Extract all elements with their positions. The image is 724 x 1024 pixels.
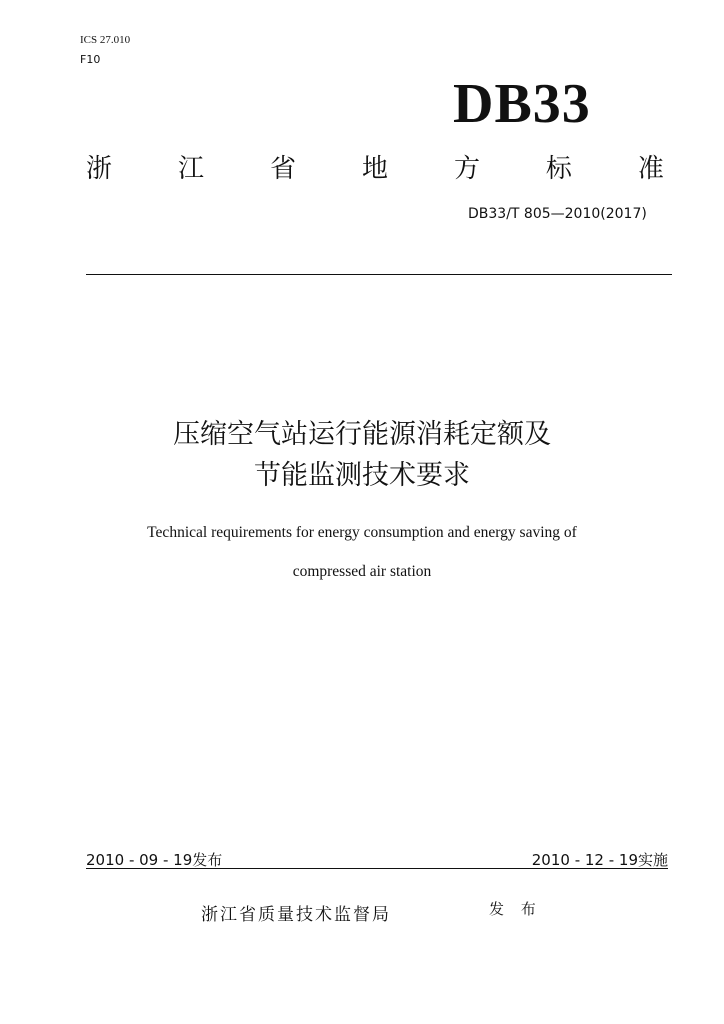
standard-type-title — [86, 148, 664, 185]
footer-divider — [86, 868, 668, 869]
title-char: 地 — [361, 154, 388, 184]
chinese-title-line-2: 节能监测技术要求 — [254, 460, 470, 491]
effective-date: 2010 - 12 - 19实施 — [531, 851, 668, 869]
standard-mark: DB33 — [453, 73, 591, 135]
english-title-line-1: Technical requirements for energy consumption and energy saving of — [147, 524, 577, 541]
issue-date: 2010 - 09 - 19发布 — [86, 851, 223, 869]
classification-code: F10 — [80, 53, 101, 66]
issue-label: 发 布 — [489, 900, 542, 918]
chinese-title-line-1: 压缩空气站运行能源消耗定额及 — [173, 419, 551, 450]
standard-number: DB33/T 805—2010(2017) — [468, 206, 647, 222]
header-divider — [86, 274, 672, 275]
title-char: 浙 — [86, 154, 113, 184]
issuing-authority: 浙江省质量技术监督局 — [201, 905, 391, 925]
title-char: 江 — [177, 154, 204, 184]
english-title-line-2: compressed air station — [292, 563, 432, 580]
title-char: 省 — [269, 154, 296, 184]
title-char: 方 — [453, 154, 480, 184]
title-char: 准 — [637, 154, 664, 184]
title-char: 标 — [545, 154, 572, 184]
ics-code: ICS 27.010 — [80, 34, 131, 46]
